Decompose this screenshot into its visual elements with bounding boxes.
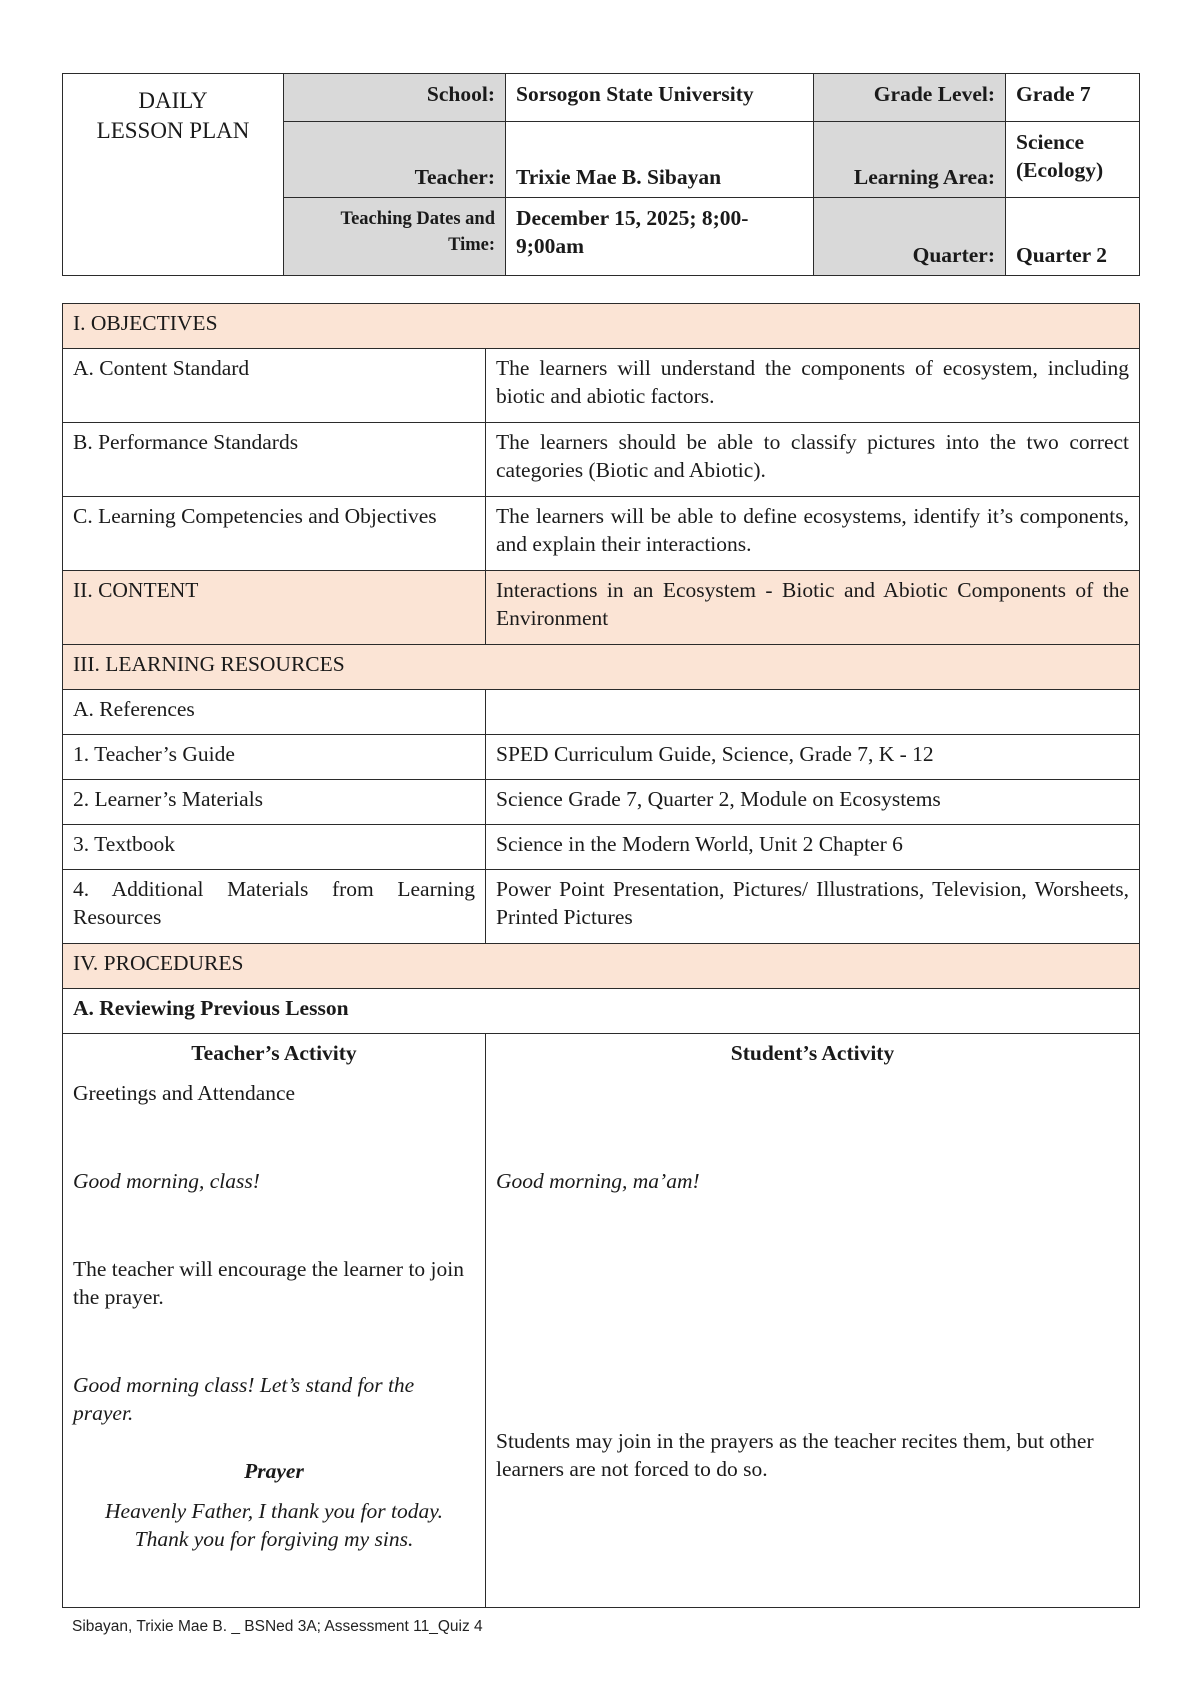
grade-level-value: Grade 7 bbox=[1006, 74, 1140, 122]
title-line-2: LESSON PLAN bbox=[96, 118, 250, 143]
page-footer: Sibayan, Trixie Mae B. _ BSNed 3A; Assessment 11_Quiz 4 bbox=[72, 1618, 483, 1635]
prayer-title: Prayer bbox=[244, 1459, 304, 1483]
lesson-plan-table bbox=[62, 303, 1140, 1608]
teacher-label: Teacher: bbox=[284, 122, 506, 198]
learning-area-line-2: (Ecology) bbox=[1016, 158, 1104, 182]
additional-materials-label: 4. Additional Materials from Learning Resources bbox=[63, 870, 486, 944]
learning-area-value bbox=[1006, 122, 1140, 198]
school-value: Sorsogon State University bbox=[506, 74, 814, 122]
teacher-activity-header: Teacher’s Activity bbox=[191, 1041, 357, 1065]
content-value: Interactions in an Ecosystem - Biotic and Abiotic Components of the Environment bbox=[486, 571, 1140, 645]
teacher-value: Trixie Mae B. Sibayan bbox=[506, 122, 814, 198]
content-standard-label: A. Content Standard bbox=[63, 349, 486, 423]
content-heading: II. CONTENT bbox=[63, 571, 486, 645]
student-good-morning: Good morning, ma’am! bbox=[496, 1169, 700, 1193]
teachers-guide-label: 1. Teacher’s Guide bbox=[63, 735, 486, 780]
procedures-heading: IV. PROCEDURES bbox=[63, 944, 1140, 989]
grade-level-label: Grade Level: bbox=[814, 74, 1006, 122]
references-label: A. References bbox=[63, 690, 486, 735]
teacher-stand-for-prayer: Good morning class! Let’s stand for the prayer. bbox=[73, 1373, 415, 1425]
prayer-line-1: Heavenly Father, I thank you for today. bbox=[105, 1499, 443, 1523]
performance-standards-value: The learners should be able to classify pictures into the two correct categories (Biotic and Abiotic). bbox=[486, 423, 1140, 497]
references-value bbox=[486, 690, 1140, 735]
objectives-heading: I. OBJECTIVES bbox=[63, 304, 1140, 349]
learning-area-line-1: Science bbox=[1016, 130, 1085, 154]
learners-materials-value: Science Grade 7, Quarter 2, Module on Ecosystems bbox=[486, 780, 1140, 825]
teaching-dates-label bbox=[284, 198, 506, 276]
teacher-activity-cell bbox=[63, 1034, 486, 1608]
teaching-dates-line-1: December 15, 2025; 8;00- bbox=[516, 206, 749, 230]
teaching-dates-label-line-1: Teaching Dates and bbox=[340, 209, 495, 229]
teacher-good-morning: Good morning, class! bbox=[73, 1169, 260, 1193]
learning-area-label: Learning Area: bbox=[814, 122, 1006, 198]
student-activity-header: Student’s Activity bbox=[730, 1041, 895, 1065]
textbook-label: 3. Textbook bbox=[63, 825, 486, 870]
additional-materials-value: Power Point Presentation, Pictures/ Illustrations, Television, Worsheets, Printed Pictures bbox=[486, 870, 1140, 944]
title-line-1: DAILY bbox=[138, 88, 208, 113]
content-standard-value: The learners will understand the components of ecosystem, including biotic and abiotic factors. bbox=[486, 349, 1140, 423]
competencies-value: The learners will be able to define ecosystems, identify it’s components, and explain their interactions. bbox=[486, 497, 1140, 571]
student-prayer-note: Students may join in the prayers as the teacher recites them, but other learners are not forced to do so. bbox=[496, 1429, 1094, 1481]
prayer-line-2: Thank you for forgiving my sins. bbox=[134, 1527, 414, 1551]
teacher-greetings: Greetings and Attendance bbox=[73, 1081, 296, 1105]
teaching-dates-label-line-2: Time: bbox=[448, 235, 495, 255]
header-table bbox=[62, 73, 1140, 276]
quarter-value: Quarter 2 bbox=[1006, 198, 1140, 276]
document-title bbox=[63, 74, 284, 276]
competencies-label: C. Learning Competencies and Objectives bbox=[63, 497, 486, 571]
teaching-dates-line-2: 9;00am bbox=[516, 234, 585, 258]
learners-materials-label: 2. Learner’s Materials bbox=[63, 780, 486, 825]
performance-standards-label: B. Performance Standards bbox=[63, 423, 486, 497]
teacher-encourage-prayer: The teacher will encourage the learner to join the prayer. bbox=[73, 1257, 464, 1309]
reviewing-previous-lesson: A. Reviewing Previous Lesson bbox=[63, 989, 1140, 1034]
student-activity-cell bbox=[486, 1034, 1140, 1608]
learning-resources-heading: III. LEARNING RESOURCES bbox=[63, 645, 1140, 690]
textbook-value: Science in the Modern World, Unit 2 Chapter 6 bbox=[486, 825, 1140, 870]
teachers-guide-value: SPED Curriculum Guide, Science, Grade 7, K - 12 bbox=[486, 735, 1140, 780]
quarter-label: Quarter: bbox=[814, 198, 1006, 276]
school-label: School: bbox=[284, 74, 506, 122]
teaching-dates-value bbox=[506, 198, 814, 276]
